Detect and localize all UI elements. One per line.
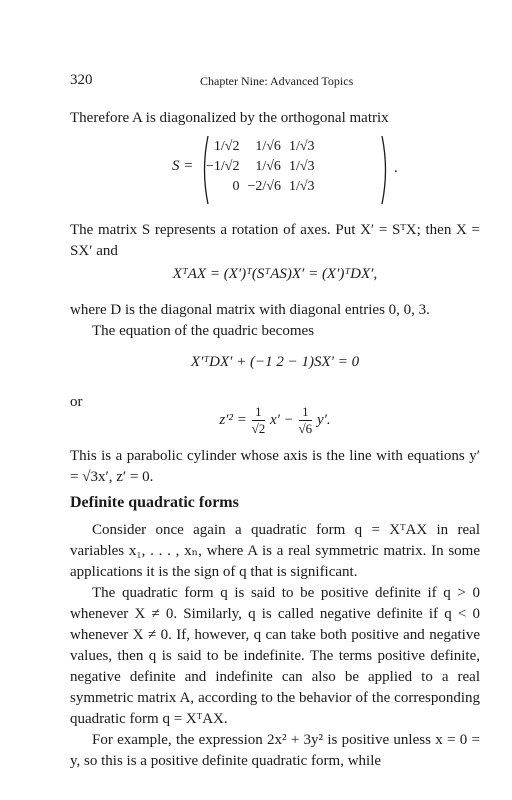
frac-numerator: 1 bbox=[299, 404, 313, 421]
book-page bbox=[70, 0, 480, 800]
running-head: Chapter Nine: Advanced Topics bbox=[200, 74, 354, 88]
fraction-one-over-root2 bbox=[252, 404, 266, 437]
eq3-end: y′. bbox=[316, 411, 331, 428]
equation-xtax: XᵀAX = (X′)ᵀ(SᵀAS)X′ = (X′)ᵀDX′, bbox=[172, 266, 378, 282]
matrix-lhs: S = bbox=[172, 158, 194, 174]
matrix-cell: 1/√2 bbox=[213, 139, 240, 154]
equation-quadric: X′ᵀDX′ + (−1 2 − 1)SX′ = 0 bbox=[190, 354, 360, 370]
matrix-cell: 1/√3 bbox=[288, 159, 315, 174]
matrix-row bbox=[202, 137, 319, 157]
matrix-cell: 1/√3 bbox=[288, 179, 315, 194]
page-header bbox=[70, 72, 480, 92]
paragraph-quadric: The equation of the quadric becomes bbox=[92, 323, 314, 339]
eq3-middle: x′ − bbox=[269, 411, 294, 428]
matrix-cell: −2/√6 bbox=[247, 179, 281, 194]
matrix-row bbox=[202, 157, 319, 177]
frac-denominator: √2 bbox=[251, 421, 266, 436]
matrix-s bbox=[172, 134, 432, 206]
matrix-cell: 1/√6 bbox=[255, 159, 281, 174]
paragraph-or: or bbox=[70, 394, 83, 410]
matrix-cell: 1/√6 bbox=[255, 139, 281, 154]
matrix-period: . bbox=[394, 160, 398, 176]
eq3-lhs: z′² = bbox=[219, 411, 247, 428]
frac-numerator: 1 bbox=[252, 404, 266, 421]
paragraph-definite-defs: The quadratic form q is said to be positive definite if q > 0 whenever X ≠ 0. Similarly, q is called negative definite if q < 0 whenever X ≠ 0. If, however, q can take both positive and negative values, then q is said to be indefinite. The terms positive definite, negative definite and indefinite can also be applied to a real symmetric matrix A, according to the behavior of the corresponding quadratic form q = XᵀAX. bbox=[70, 585, 480, 727]
matrix-cell: 0 bbox=[232, 179, 240, 194]
section-title: Definite quadratic forms bbox=[70, 494, 239, 511]
right-paren-icon bbox=[380, 134, 390, 206]
frac-denominator: √6 bbox=[298, 421, 313, 436]
paragraph-quadratic-form: Consider once again a quadratic form q = XᵀAX in real variables x₁, . . . , xₙ, where A is a real symmetric matrix. In some applications it is the sign of q that is significant. bbox=[70, 522, 480, 580]
page-number: 320 bbox=[70, 72, 93, 88]
fraction-one-over-root6 bbox=[299, 404, 313, 437]
matrix-table bbox=[202, 137, 319, 197]
paragraph-rotation: The matrix S represents a rotation of axes. Put X′ = SᵀX; then X = SX′ and bbox=[70, 222, 480, 259]
matrix-cell: −1/√2 bbox=[206, 159, 240, 174]
matrix-row bbox=[202, 177, 319, 197]
paragraph-parabolic: This is a parabolic cylinder whose axis is the line with equations y′ = √3x′, z′ = 0. bbox=[70, 448, 480, 485]
paragraph-example: For example, the expression 2x² + 3y² is positive unless x = 0 = y, so this is a positive definite quadratic form, while bbox=[70, 732, 480, 769]
paragraph-intro: Therefore A is diagonalized by the orthogonal matrix bbox=[70, 110, 389, 126]
equation-z-squared bbox=[70, 404, 480, 437]
paragraph-diagonal: where D is the diagonal matrix with diagonal entries 0, 0, 3. bbox=[70, 302, 430, 318]
matrix-cell: 1/√3 bbox=[288, 139, 315, 154]
